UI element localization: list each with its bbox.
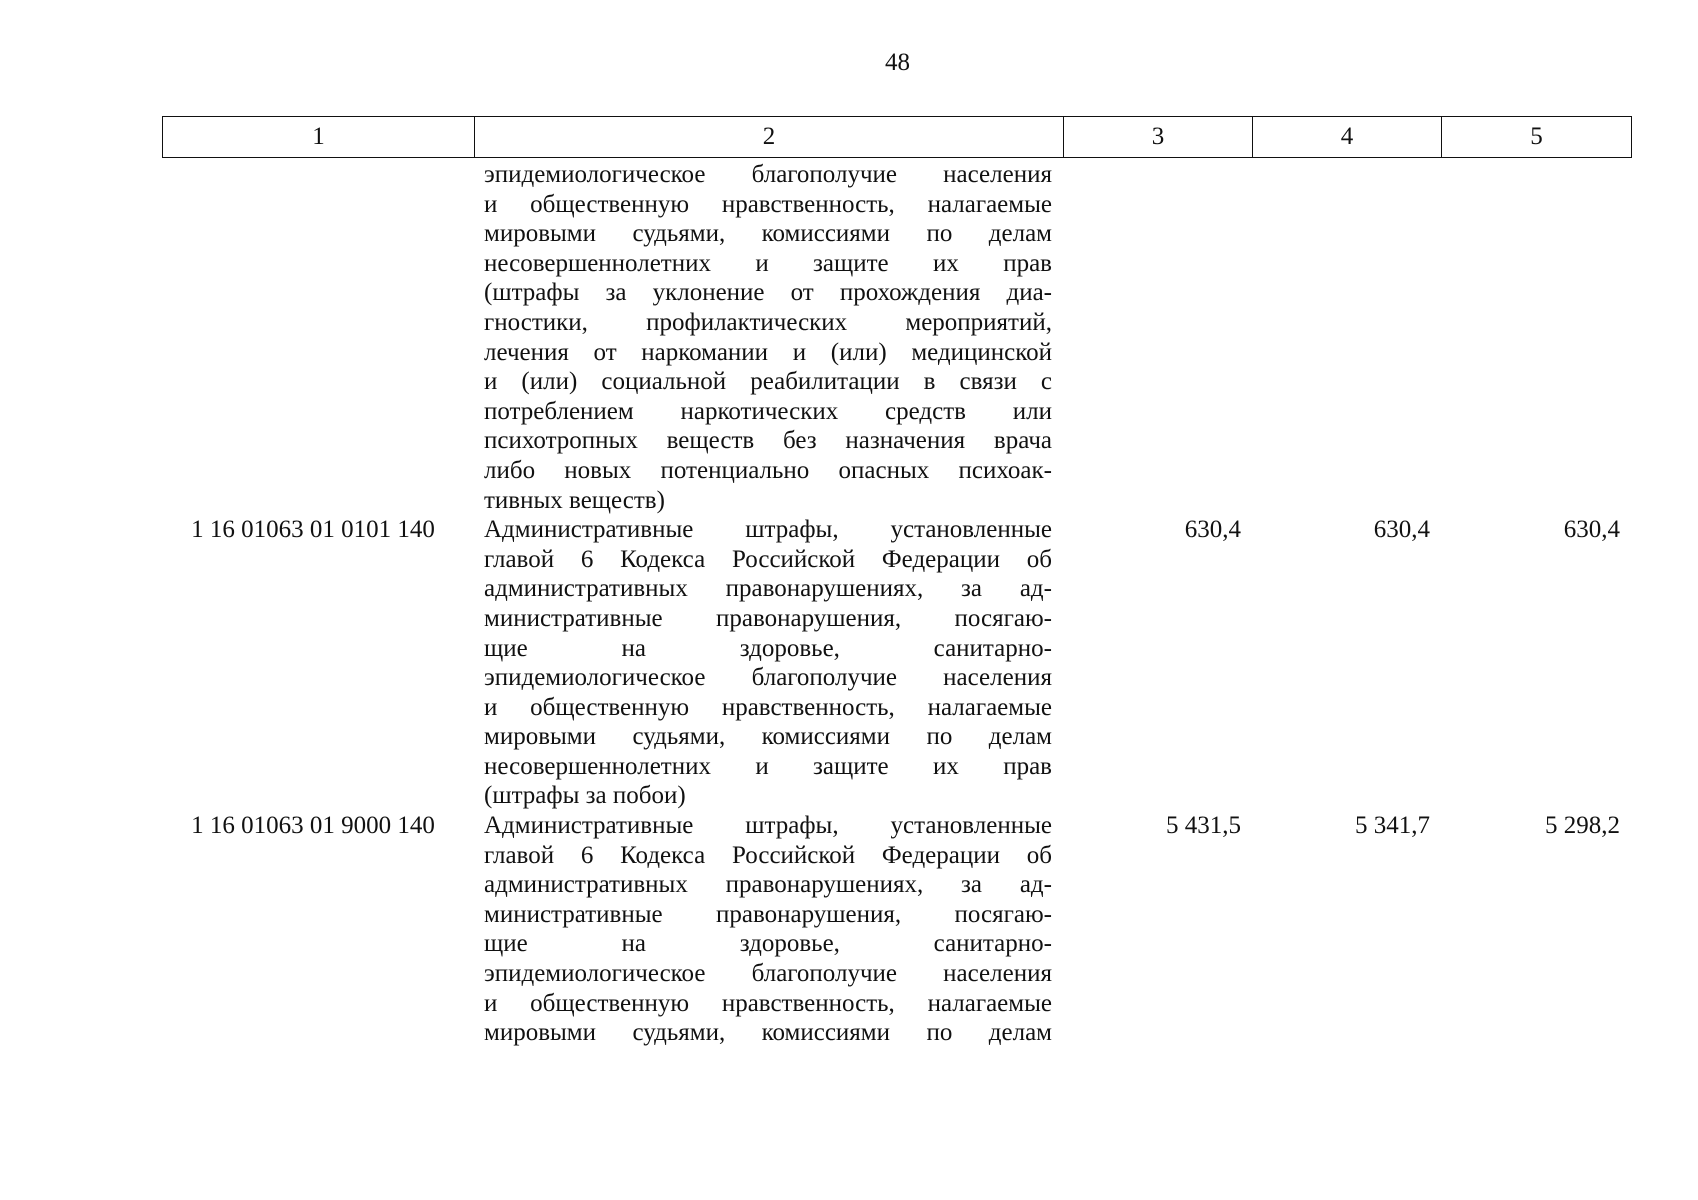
description-word: благополучие <box>751 161 897 188</box>
description-line: главой 6 Кодекса Российской Федерации об <box>484 545 1052 573</box>
description-word: профилактических <box>646 308 848 336</box>
description-word: или <box>1012 397 1052 425</box>
description-word: прав <box>1003 249 1052 277</box>
description-word: психоак- <box>958 456 1052 484</box>
description-word: за <box>961 871 983 899</box>
description-line: лечения от наркомании и (или) медицинской <box>484 338 1052 366</box>
description-line <box>484 604 1052 634</box>
description-word: нравственность, <box>721 989 895 1017</box>
description-word: налагаемые <box>927 693 1052 721</box>
description-word: комиссиями <box>761 723 891 751</box>
row-value-col4: 630,4 <box>1373 516 1430 544</box>
description-line <box>484 634 1052 664</box>
description-word: санитарно- <box>933 930 1052 958</box>
description-line <box>484 160 1052 190</box>
description-word: по <box>926 1019 953 1047</box>
description-word: наркотических <box>680 397 839 425</box>
description-line <box>484 397 1052 427</box>
description-word: и <box>484 989 498 1017</box>
description-word: министративные <box>484 900 663 928</box>
table-row <box>162 811 1631 1048</box>
description-word: административных <box>484 871 688 899</box>
description-word: мероприятий, <box>905 308 1052 336</box>
description-line: главой 6 Кодекса Российской Федерации об <box>484 841 1052 869</box>
description-word: штрафы, <box>745 812 839 840</box>
description-word: министративные <box>484 604 663 632</box>
description-word: Административные <box>484 812 694 840</box>
description-word: Административные <box>484 516 694 544</box>
description-word: на <box>621 634 646 662</box>
description-word: эпидемиологическое <box>484 664 706 692</box>
description-word: эпидемиологическое <box>484 960 706 988</box>
row-code: 1 16 01063 01 9000 140 <box>191 812 435 840</box>
description-word: щие <box>484 634 528 662</box>
description-line <box>484 989 1052 1019</box>
row-code: 1 16 01063 01 0101 140 <box>191 516 435 544</box>
row-value-col4: 5 341,7 <box>1355 812 1430 840</box>
description-word: прав <box>1003 752 1052 780</box>
description-line <box>484 870 1052 900</box>
description-word: и <box>484 693 498 721</box>
description-line <box>484 574 1052 604</box>
description-word: защите <box>813 249 889 277</box>
description-word: налагаемые <box>927 190 1052 218</box>
description-word: опасных <box>838 456 930 484</box>
description-word: и <box>755 752 769 780</box>
description-word: потреблением <box>484 397 634 425</box>
description-line <box>484 308 1052 338</box>
description-line <box>484 722 1052 752</box>
description-word: эпидемиологическое <box>484 161 706 188</box>
description-word: общественную <box>530 190 690 218</box>
table-header <box>162 116 1632 158</box>
description-word: веществ <box>666 427 755 455</box>
row-description <box>474 160 1063 515</box>
description-word: населения <box>943 664 1052 692</box>
description-word: правонарушения, <box>716 604 902 632</box>
description-word: по <box>926 723 953 751</box>
description-line <box>484 1018 1052 1048</box>
description-line <box>484 959 1052 989</box>
description-line: (штрафы за побои) <box>484 782 686 810</box>
description-line: (штрафы за уклонение от прохождения диа- <box>484 279 1052 307</box>
description-word: гностики, <box>484 308 588 336</box>
description-word: правонарушениях, <box>725 871 924 899</box>
description-line <box>484 426 1052 456</box>
description-line <box>484 811 1052 841</box>
description-word: несовершеннолетних <box>484 752 711 780</box>
description-word: их <box>932 249 959 277</box>
row-value-col3: 5 431,5 <box>1166 812 1241 840</box>
description-line <box>484 663 1052 693</box>
description-word: несовершеннолетних <box>484 249 711 277</box>
description-word: нравственность, <box>721 693 895 721</box>
description-word: на <box>621 930 646 958</box>
description-word: нравственность, <box>721 190 895 218</box>
description-word: налагаемые <box>927 989 1052 1017</box>
description-line <box>484 752 1052 782</box>
row-description <box>474 515 1063 811</box>
description-word: установленные <box>890 812 1052 840</box>
page-number: 48 <box>885 49 910 76</box>
description-word: психотропных <box>484 427 638 455</box>
description-word: комиссиями <box>761 1019 891 1047</box>
header-col-1: 1 <box>163 117 475 158</box>
description-word: средств <box>885 397 966 425</box>
description-word: здоровье, <box>739 634 840 662</box>
description-word: назначения <box>845 427 966 455</box>
description-word: штрафы, <box>745 516 839 544</box>
description-word: установленные <box>890 516 1052 544</box>
description-word: правонарушения, <box>716 900 902 928</box>
table-row <box>162 515 1631 811</box>
table-body <box>162 160 1631 1048</box>
description-word: и <box>755 249 769 277</box>
description-line <box>484 693 1052 723</box>
description-word: административных <box>484 575 688 603</box>
description-word: либо <box>484 456 536 484</box>
description-line <box>484 219 1052 249</box>
description-word: мировыми <box>484 723 596 751</box>
description-line: тивных веществ) <box>484 486 665 514</box>
description-word: судьями, <box>632 220 726 248</box>
description-word: судьями, <box>632 1019 726 1047</box>
row-value-col3: 630,4 <box>1184 516 1241 544</box>
description-word: населения <box>943 960 1052 988</box>
description-word: посягаю- <box>954 604 1052 632</box>
description-word: защите <box>813 752 889 780</box>
description-line <box>484 190 1052 220</box>
description-word: врача <box>993 427 1052 455</box>
description-word: комиссиями <box>761 220 891 248</box>
description-word: общественную <box>530 693 690 721</box>
description-word: по <box>926 220 953 248</box>
description-word: населения <box>943 161 1052 188</box>
description-line <box>484 515 1052 545</box>
description-word: общественную <box>530 989 690 1017</box>
header-col-4: 4 <box>1253 117 1442 158</box>
description-word: за <box>961 575 983 603</box>
description-line <box>484 900 1052 930</box>
description-line <box>484 456 1052 486</box>
description-word: мировыми <box>484 1019 596 1047</box>
description-word: благополучие <box>751 960 897 988</box>
header-col-3: 3 <box>1064 117 1253 158</box>
description-word: здоровье, <box>739 930 840 958</box>
description-word: потенциально <box>660 456 810 484</box>
description-word: судьями, <box>632 723 726 751</box>
row-value-col5: 630,4 <box>1563 516 1620 544</box>
table-row <box>162 160 1631 515</box>
description-word: делам <box>988 723 1052 751</box>
description-word: делам <box>988 220 1052 248</box>
header-col-2: 2 <box>475 117 1064 158</box>
description-word: щие <box>484 930 528 958</box>
description-word: посягаю- <box>954 900 1052 928</box>
description-word: новых <box>564 456 632 484</box>
description-word: правонарушениях, <box>725 575 924 603</box>
row-description <box>474 811 1063 1048</box>
description-line <box>484 249 1052 279</box>
description-word: санитарно- <box>933 634 1052 662</box>
description-word: ад- <box>1019 575 1052 603</box>
row-value-col5: 5 298,2 <box>1545 812 1620 840</box>
description-line: и (или) социальной реабилитации в связи с <box>484 368 1052 396</box>
description-word: без <box>782 427 817 455</box>
description-word: и <box>484 190 498 218</box>
description-word: мировыми <box>484 220 596 248</box>
header-col-5: 5 <box>1442 117 1632 158</box>
description-word: благополучие <box>751 664 897 692</box>
description-word: делам <box>988 1019 1052 1047</box>
description-word: их <box>932 752 959 780</box>
description-line <box>484 929 1052 959</box>
description-word: ад- <box>1019 871 1052 899</box>
